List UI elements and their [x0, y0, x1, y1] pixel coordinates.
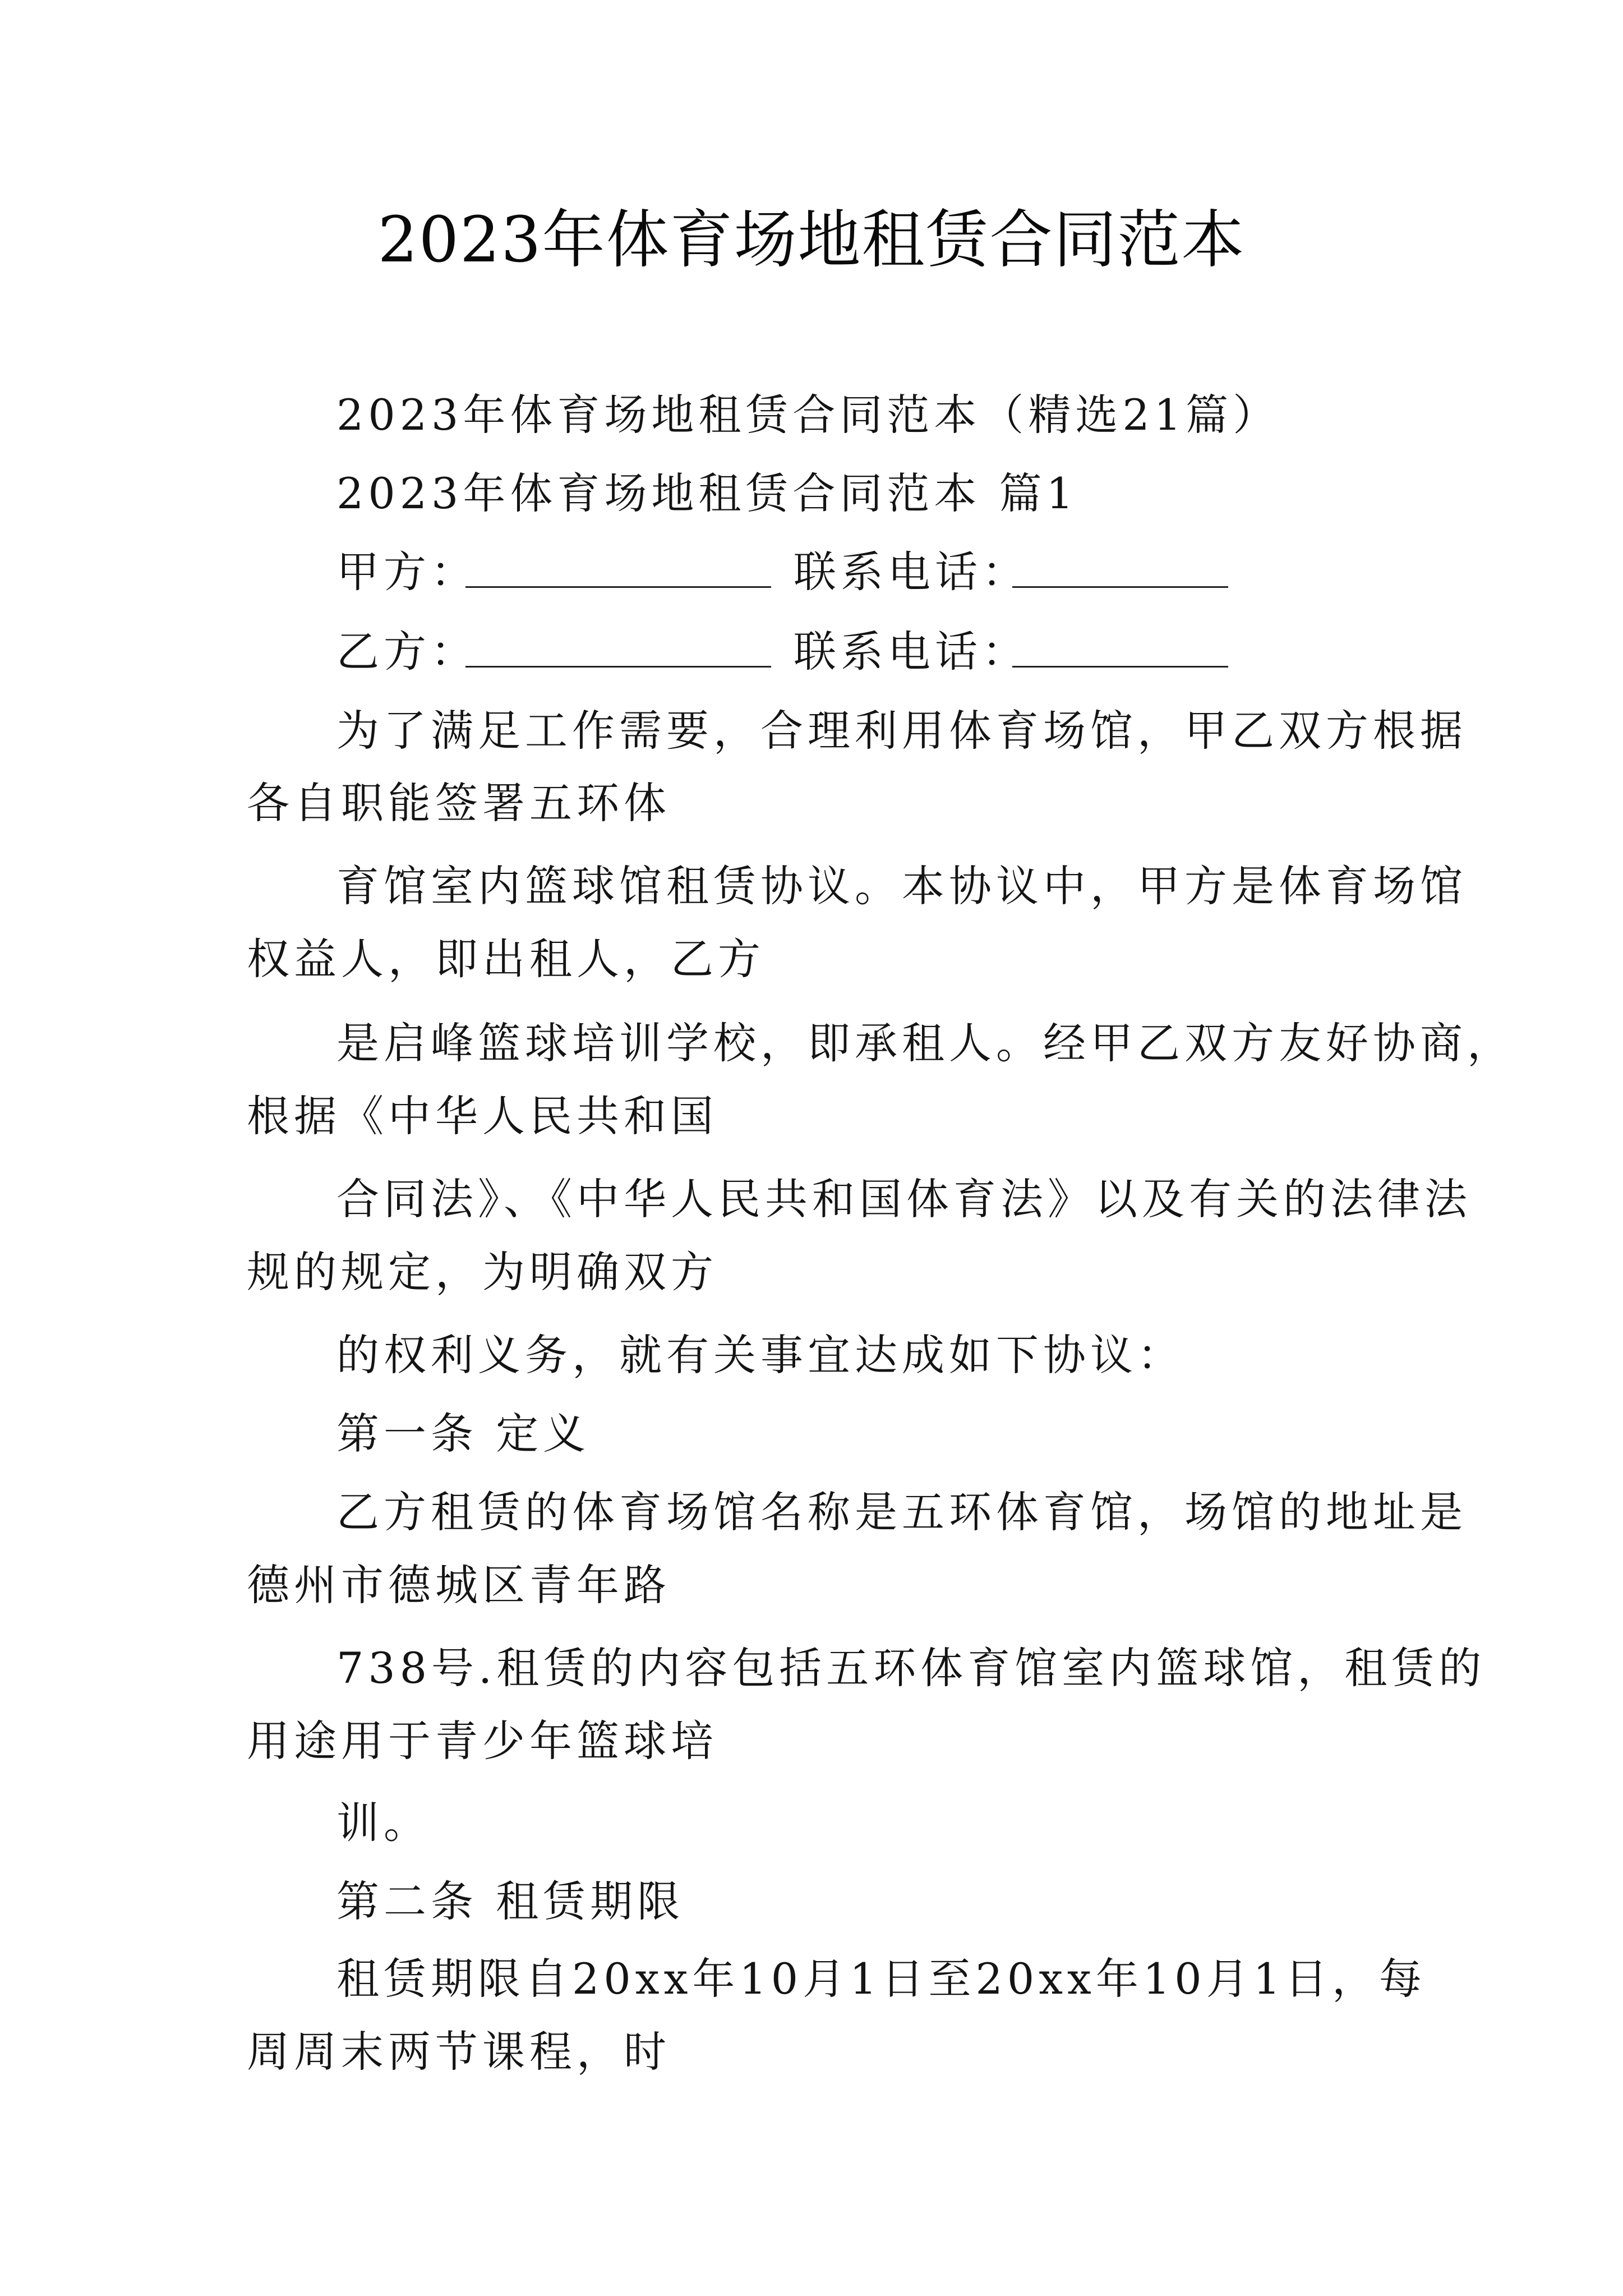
party-a-phone-blank: [1012, 547, 1228, 588]
paragraph-line: 738号.租赁的内容包括五环体育馆室内篮球馆，租赁的: [336, 1643, 1486, 1693]
paragraph-line: 租赁期限自20xx年10月1日至20xx年10月1日，每: [336, 1954, 1426, 2004]
party-b-phone-label: 联系电话：: [794, 627, 1029, 677]
party-b-label: 乙方：: [336, 627, 478, 677]
section-heading: 2023年体育场地租赁合同范本 篇1: [336, 468, 1078, 518]
document-title: 2023年体育场地租赁合同范本: [377, 204, 1246, 277]
paragraph-line: 各自职能签署五环体: [247, 778, 671, 828]
paragraph-line: 周周末两节课程，时: [247, 2027, 671, 2077]
paragraph-line: 规的规定，为明确双方: [247, 1247, 718, 1297]
party-a-label: 甲方：: [336, 547, 478, 597]
party-b-blank: [465, 627, 771, 668]
paragraph-line: 用途用于青少年篮球培: [247, 1716, 718, 1766]
party-a-blank: [465, 547, 771, 588]
paragraph-line: 是启峰篮球培训学校，即承租人。经甲乙双方友好协商，: [336, 1018, 1514, 1068]
paragraph-line: 的权利义务，就有关事宜达成如下协议：: [336, 1330, 1184, 1380]
document-subtitle: 2023年体育场地租赁合同范本（精选21篇）: [336, 390, 1280, 440]
article-heading: 第一条 定义: [336, 1409, 591, 1458]
paragraph-line: 权益人，即出租人，乙方: [247, 934, 765, 984]
paragraph-line: 合同法》、《中华人民共和国体育法》以及有关的法律法: [336, 1174, 1472, 1224]
paragraph-line: 为了满足工作需要，合理利用体育场馆，甲乙双方根据: [336, 706, 1467, 756]
paragraph-line: 德州市德城区青年路: [247, 1560, 671, 1610]
paragraph-line: 育馆室内篮球馆租赁协议。本协议中，甲方是体育场馆: [336, 861, 1467, 911]
paragraph-line: 乙方租赁的体育场馆名称是五环体育馆，场馆的地址是: [336, 1487, 1467, 1537]
article-heading: 第二条 租赁期限: [336, 1876, 685, 1926]
paragraph-line: 根据《中华人民共和国: [247, 1091, 718, 1141]
party-a-phone-label: 联系电话：: [794, 547, 1029, 597]
party-b-phone-blank: [1012, 627, 1228, 668]
paragraph-line: 训。: [336, 1798, 431, 1848]
